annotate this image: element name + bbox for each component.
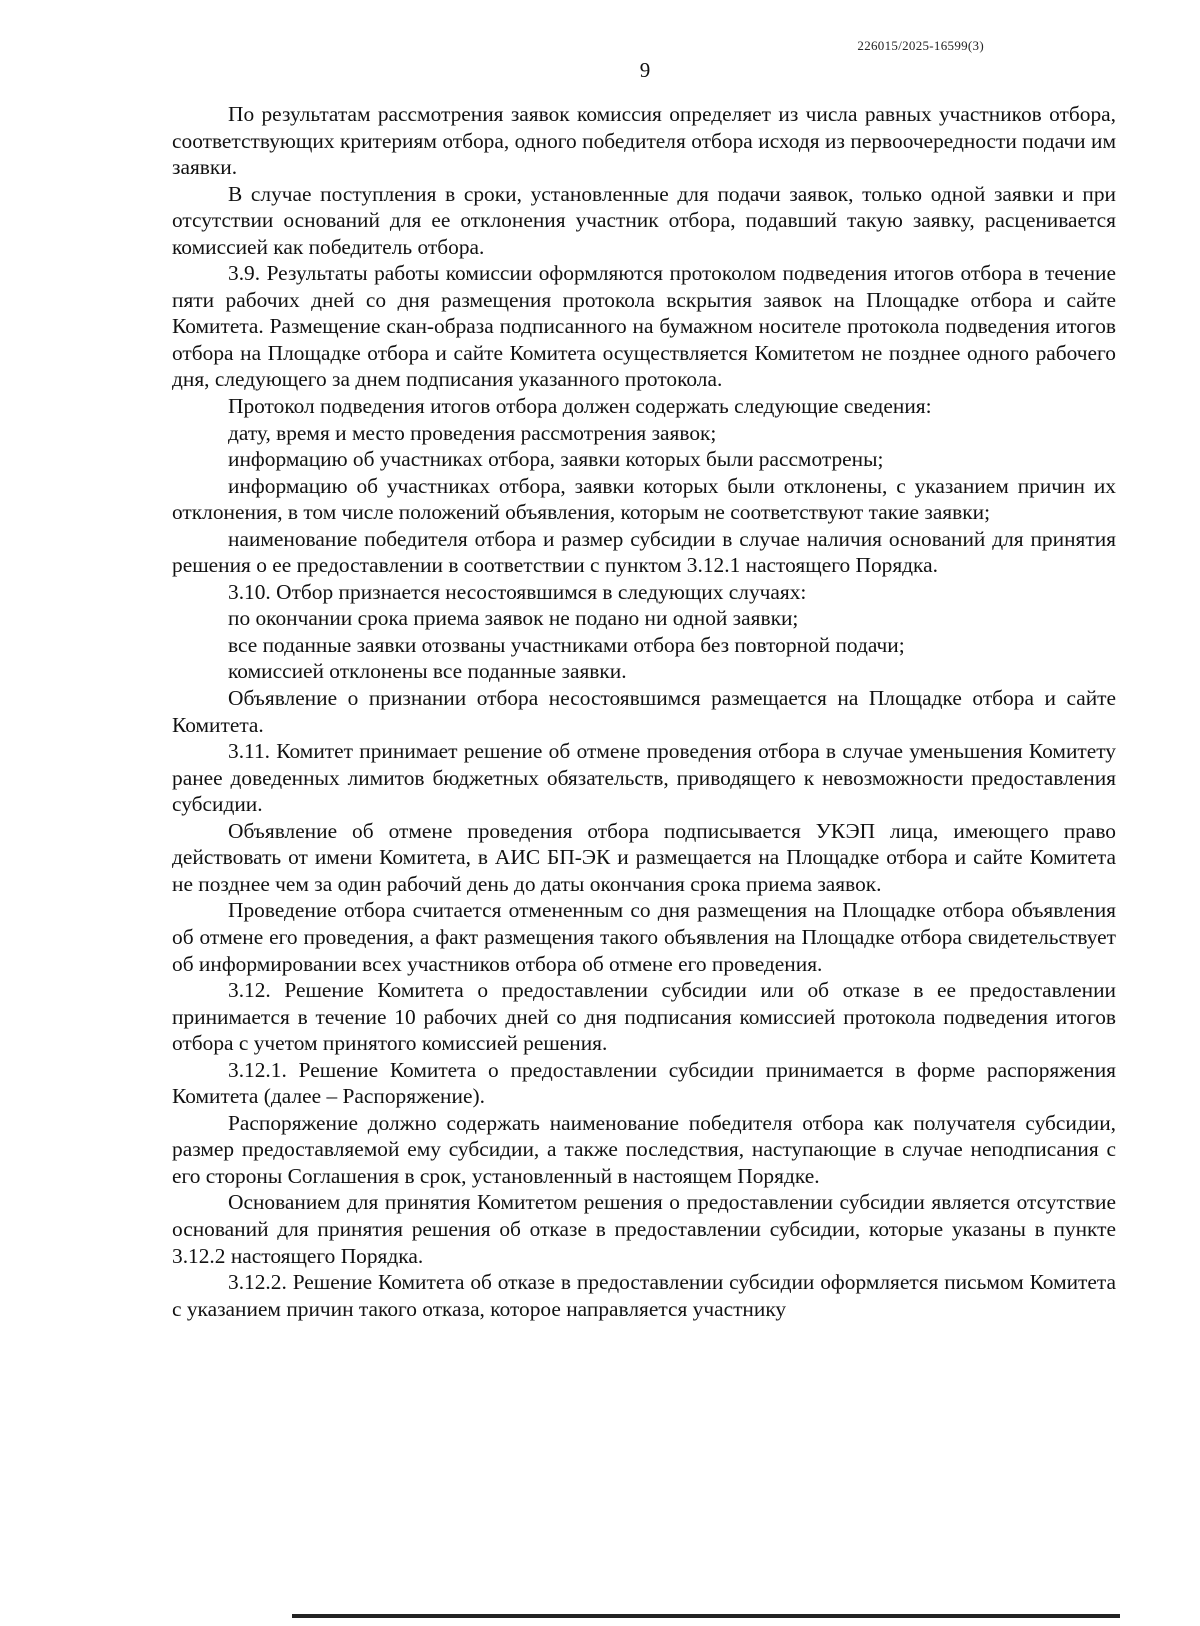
paragraph: 3.12. Решение Комитета о предоставлении субсидии или об отказе в ее предоставлении принимается в течение 10 рабочих дней со дня подписания комиссией протокола подведения итогов отбора с учетом принятого комиссией решения. xyxy=(172,978,1116,1056)
paragraph: 3.9. Результаты работы комиссии оформляются протоколом подведения итогов отбора в течение пяти рабочих дней со дня размещения протокола вскрытия заявок на Площадке отбора и сайте Комитета. Размещение скан-образа подписанного на бумажном носителе протокола подведения итогов отбора на Площадке отбора и сайте Комитета осуществляется Комитетом не позднее одного рабочего дня, следующего за днем подписания указанного протокола. xyxy=(172,261,1116,392)
paragraph: информацию об участниках отбора, заявки которых были отклонены, с указанием причин их отклонения, в том числе положений объявления, которым не соответствуют такие заявки; xyxy=(172,473,1116,525)
paragraph: Основанием для принятия Комитетом решения о предоставлении субсидии является отсутствие оснований для принятия решения об отказе в предоставлении субсидии, которые указаны в пункте 3.12.2 настоящего Порядка. xyxy=(172,1190,1116,1268)
footer-rule xyxy=(292,1614,1120,1618)
paragraph: По результатам рассмотрения заявок комиссия определяет из числа равных участников отбора, соответствующих критериям отбора, одного победителя отбора исходя из первоочередности подачи им заявки. xyxy=(172,102,1116,180)
paragraph: Протокол подведения итогов отбора должен содержать следующие сведения: xyxy=(228,394,932,419)
paragraph: 3.12.2. Решение Комитета об отказе в предоставлении субсидии оформляется письмом Комитета с указанием причин такого отказа, которое направляется участнику xyxy=(172,1270,1116,1321)
paragraph: Объявление о признании отбора несостоявшимся размещается на Площадке отбора и сайте Комитета. xyxy=(172,686,1116,737)
document-body xyxy=(172,101,1116,1322)
paragraph: все поданные заявки отозваны участниками отбора без повторной подачи; xyxy=(228,632,905,657)
document-id: 226015/2025-16599(3) xyxy=(857,38,984,53)
paragraph: комиссией отклонены все поданные заявки. xyxy=(228,659,627,684)
paragraph: 3.11. Комитет принимает решение об отмене проведения отбора в случае уменьшения Комитету ранее доведенных лимитов бюджетных обязательств, приводящего к невозможности предоставления субсидии. xyxy=(172,739,1116,817)
page-number: 9 xyxy=(639,58,651,82)
paragraph: по окончании срока приема заявок не подано ни одной заявки; xyxy=(228,606,799,631)
paragraph: дату, время и место проведения рассмотрения заявок; xyxy=(228,420,717,445)
paragraph: 3.10. Отбор признается несостоявшимся в следующих случаях: xyxy=(228,579,807,604)
paragraph: наименование победителя отбора и размер субсидии в случае наличия оснований для принятия решения о ее предоставлении в соответствии с пунктом 3.12.1 настоящего Порядка. xyxy=(172,526,1116,578)
paragraph: 3.12.1. Решение Комитета о предоставлении субсидии принимается в форме распоряжения Комитета (далее – Распоряжение). xyxy=(172,1057,1116,1109)
paragraph: Распоряжение должно содержать наименование победителя отбора как получателя субсидии, размер предоставляемой ему субсидии, а также последствия, наступающие в случае неподписания с его стороны Соглашения в срок, установленный в настоящем Порядке. xyxy=(172,1110,1116,1188)
paragraph: Проведение отбора считается отмененным со дня размещения на Площадке отбора объявления об отмене его проведения, а факт размещения такого объявления на Площадке отбора свидетельствует об информировании всех участников отбора об отмене его проведения. xyxy=(172,898,1116,976)
paragraph: В случае поступления в сроки, установленные для подачи заявок, только одной заявки и при отсутствии оснований для ее отклонения участник отбора, подавший такую заявку, расценивается комиссией как победитель отбора. xyxy=(172,181,1116,259)
paragraph: Объявление об отмене проведения отбора подписывается УКЭП лица, имеющего право действовать от имени Комитета, в АИС БП-ЭК и размещается на Площадке отбора и сайте Комитета не позднее чем за один рабочий день до даты окончания срока приема заявок. xyxy=(172,818,1116,896)
paragraph: информацию об участниках отбора, заявки которых были рассмотрены; xyxy=(228,447,884,472)
